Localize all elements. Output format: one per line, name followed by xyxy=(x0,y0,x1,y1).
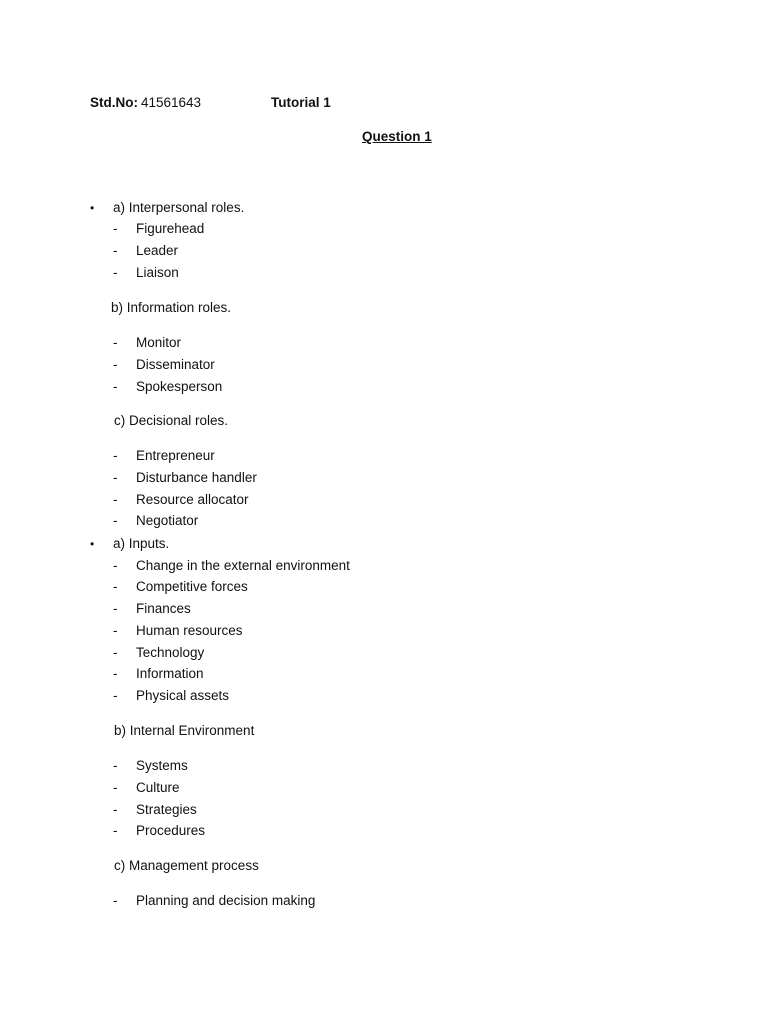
list-item: Disturbance handler xyxy=(136,470,257,485)
list-item: Disseminator xyxy=(136,357,215,372)
dash-marker: - xyxy=(113,221,118,236)
dash-marker: - xyxy=(113,688,118,703)
bullet-icon: • xyxy=(90,201,95,215)
question-title: Question 1 xyxy=(362,129,432,144)
list-item: Entrepreneur xyxy=(136,448,215,463)
list-item: Competitive forces xyxy=(136,579,248,594)
list-item: Technology xyxy=(136,645,205,660)
list-item: Procedures xyxy=(136,823,206,838)
list-item: Planning and decision making xyxy=(136,893,316,908)
list-item: Resource allocator xyxy=(136,492,249,507)
section1-b-heading: b) Information roles. xyxy=(111,300,232,315)
student-number-label: Std.No: xyxy=(90,95,138,110)
dash-marker: - xyxy=(113,623,118,638)
student-number-value: 41561643 xyxy=(141,95,202,110)
list-item: Culture xyxy=(136,780,180,795)
tutorial-title: Tutorial 1 xyxy=(271,95,331,110)
dash-marker: - xyxy=(113,601,118,616)
dash-marker: - xyxy=(113,243,118,258)
section2-a-heading: a) Inputs. xyxy=(113,536,170,551)
dash-marker: - xyxy=(113,492,118,507)
list-item: Systems xyxy=(136,758,188,773)
dash-marker: - xyxy=(113,780,118,795)
dash-marker: - xyxy=(113,645,118,660)
dash-marker: - xyxy=(113,579,118,594)
list-item: Spokesperson xyxy=(136,379,223,394)
list-item: Figurehead xyxy=(136,221,205,236)
list-item: Finances xyxy=(136,601,191,616)
list-item: Liaison xyxy=(136,265,179,280)
bullet-icon: • xyxy=(90,537,95,551)
dash-marker: - xyxy=(113,802,118,817)
dash-marker: - xyxy=(113,335,118,350)
list-item: Human resources xyxy=(136,623,243,638)
dash-marker: - xyxy=(113,558,118,573)
section1-a-heading: a) Interpersonal roles. xyxy=(113,200,245,215)
dash-marker: - xyxy=(113,379,118,394)
dash-marker: - xyxy=(113,265,118,280)
dash-marker: - xyxy=(113,823,118,838)
list-item: Monitor xyxy=(136,335,182,350)
dash-marker: - xyxy=(113,758,118,773)
list-item: Leader xyxy=(136,243,179,258)
section1-c-heading: c) Decisional roles. xyxy=(114,413,229,428)
dash-marker: - xyxy=(113,513,118,528)
section2-b-heading: b) Internal Environment xyxy=(114,723,255,738)
dash-marker: - xyxy=(113,666,118,681)
section2-c-heading: c) Management process xyxy=(114,858,259,873)
dash-marker: - xyxy=(113,448,118,463)
list-item: Strategies xyxy=(136,802,197,817)
list-item: Change in the external environment xyxy=(136,558,350,573)
list-item: Negotiator xyxy=(136,513,199,528)
dash-marker: - xyxy=(113,357,118,372)
dash-marker: - xyxy=(113,470,118,485)
dash-marker: - xyxy=(113,893,118,908)
list-item: Physical assets xyxy=(136,688,230,703)
list-item: Information xyxy=(136,666,204,681)
